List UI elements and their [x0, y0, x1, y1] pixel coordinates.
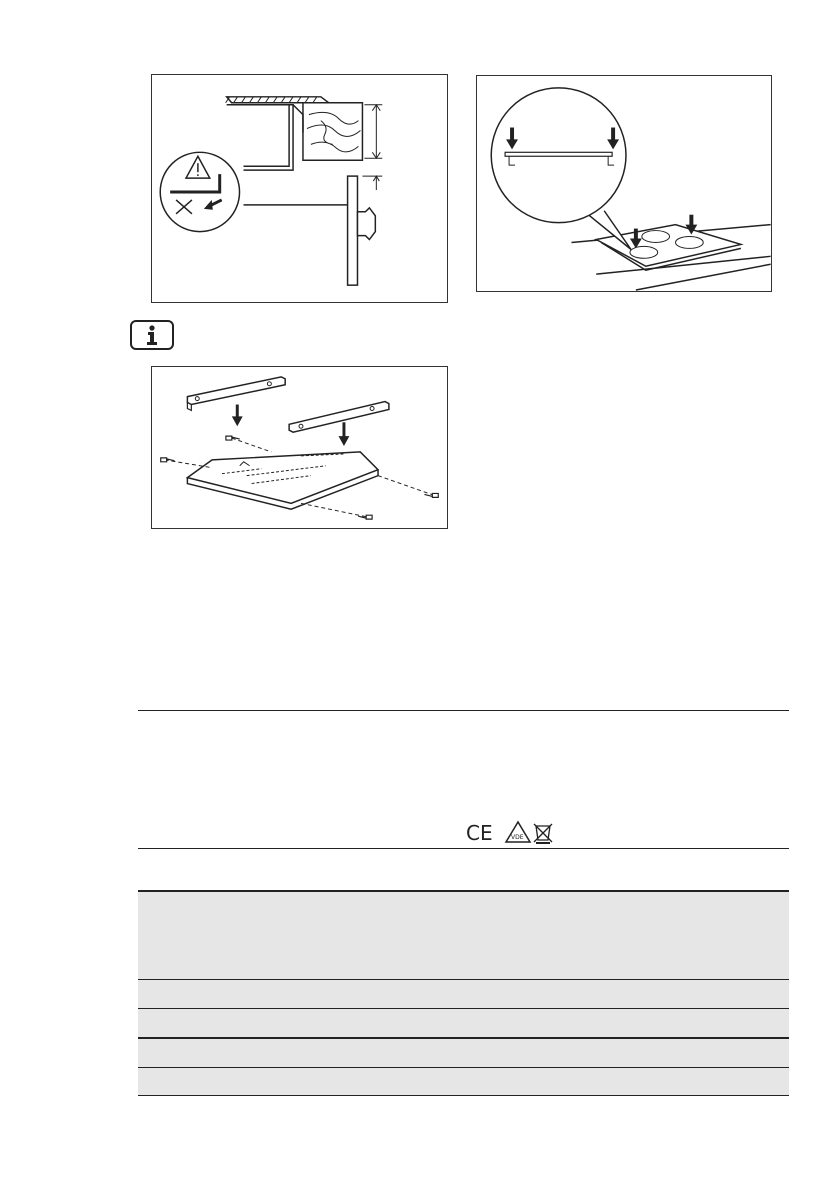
countertop-clearance-drawing: [152, 75, 447, 302]
down-arrow-icon: [232, 405, 243, 427]
weee-bin-icon: [534, 824, 552, 844]
figure-countertop-clearance: [151, 74, 448, 303]
figure-mounting-brackets: [151, 366, 448, 529]
table-row: [138, 892, 789, 979]
vde-mark-icon: [506, 822, 530, 842]
svg-text:VDE: VDE: [511, 834, 524, 841]
ce-mark-icon: [466, 821, 493, 844]
down-arrow-icon: [339, 422, 350, 446]
table-row: [138, 1039, 789, 1067]
section-divider-top: [138, 710, 789, 711]
table-row: [138, 980, 789, 1008]
screw-icon: [358, 515, 372, 519]
svg-text:CE: CE: [466, 821, 493, 844]
table-row: [138, 1068, 789, 1095]
table-bottom-rule: [138, 1095, 789, 1096]
hob-placement-drawing: [477, 76, 771, 291]
info-icon: [130, 320, 174, 350]
figure-hob-placement: [476, 75, 772, 292]
table-row: [138, 1009, 789, 1037]
mounting-brackets-drawing: [152, 367, 447, 528]
section-divider-middle: [138, 848, 789, 849]
certification-marks: [466, 820, 558, 844]
